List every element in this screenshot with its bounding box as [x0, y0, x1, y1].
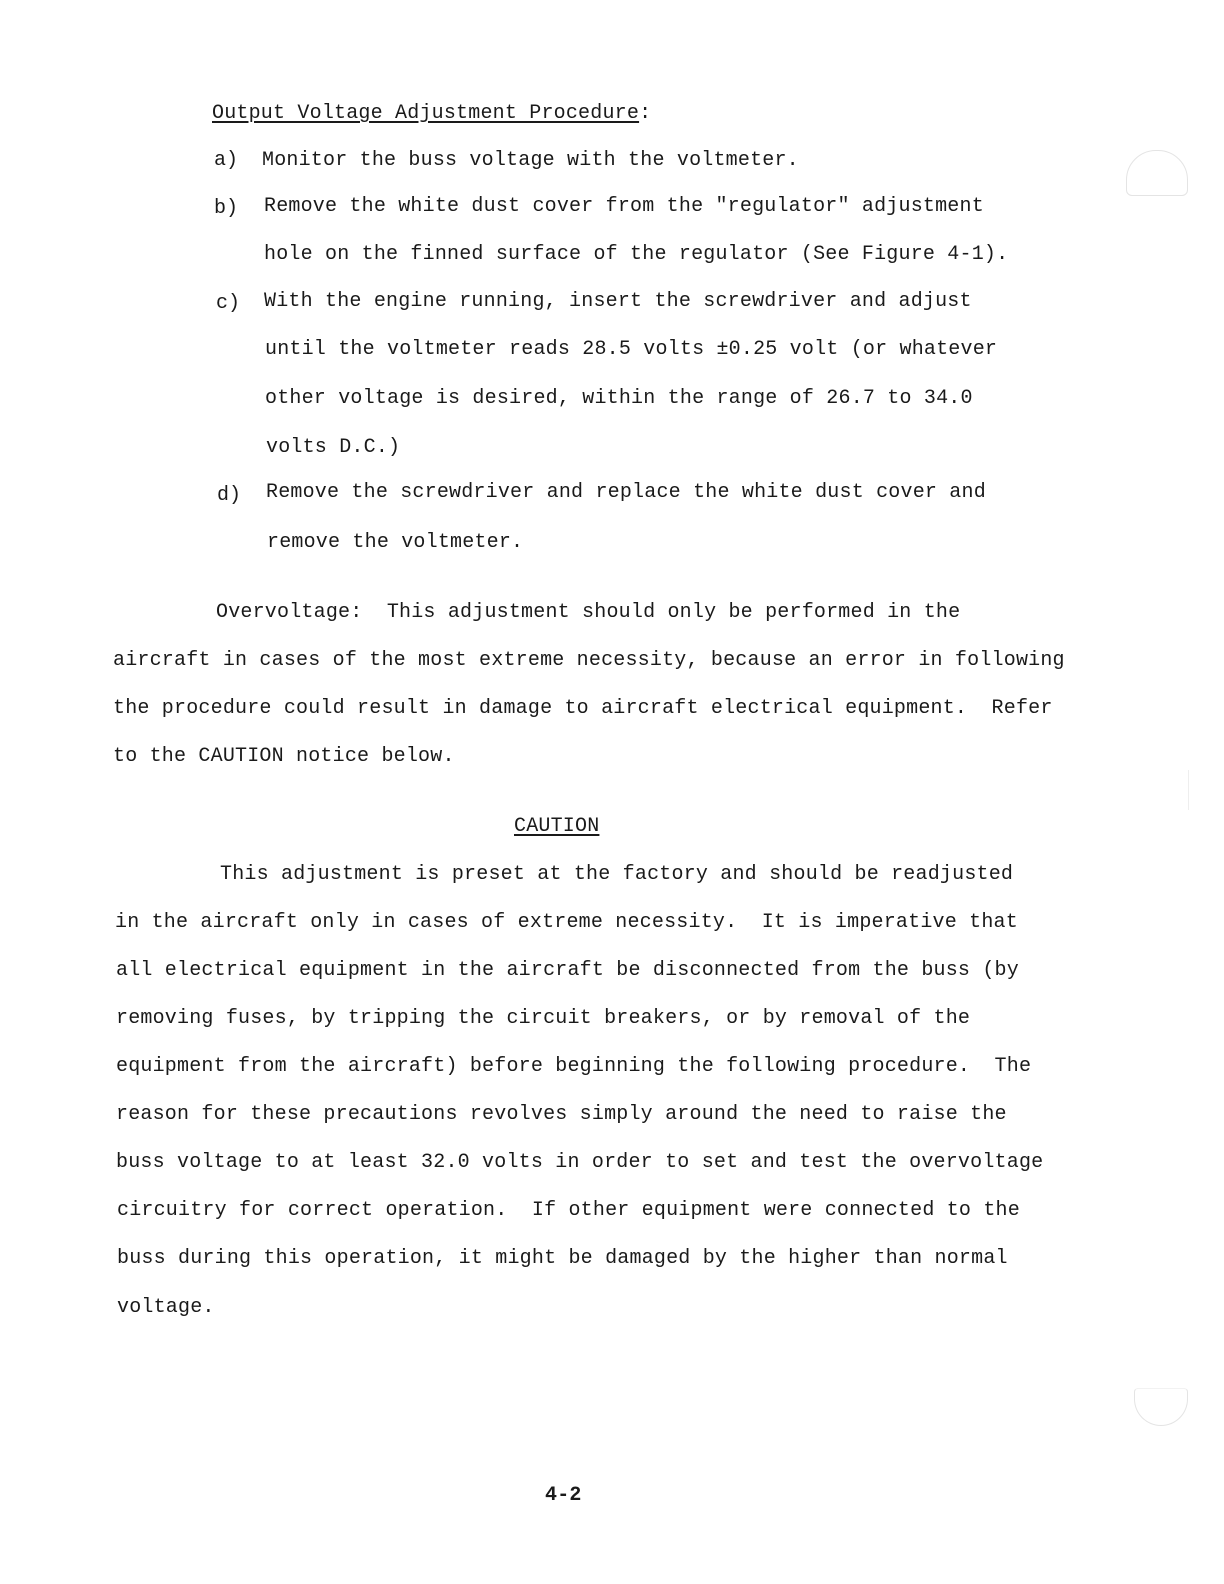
caution-paragraph-line: removing fuses, by tripping the circuit breakers, or by removal of the [116, 1007, 971, 1030]
step-line: volts D.C.) [266, 436, 401, 459]
caution-paragraph-line: voltage. [117, 1296, 215, 1319]
overvoltage-paragraph-line: aircraft in cases of the most extreme necessity, because an error in following [113, 649, 1065, 672]
page-number: 4-2 [545, 1484, 582, 1507]
caution-paragraph-line: buss during this operation, it might be damaged by the higher than normal [117, 1247, 1008, 1270]
step-line: Remove the screwdriver and replace the white dust cover and [266, 481, 986, 504]
overvoltage-paragraph-line: Overvoltage: This adjustment should only be performed in the [216, 601, 961, 624]
step-line: other voltage is desired, within the range of 26.7 to 34.0 [265, 387, 973, 410]
step-marker: c) [216, 292, 241, 315]
section-heading-text: Output Voltage Adjustment Procedure [212, 102, 640, 125]
caution-paragraph-line: This adjustment is preset at the factory and should be readjusted [220, 863, 1014, 886]
step-marker: b) [214, 197, 239, 220]
step-line: Remove the white dust cover from the "regulator" adjustment [264, 195, 984, 218]
step-line: until the voltmeter reads 28.5 volts ±0.25 volt (or whatever [265, 338, 998, 361]
step-line: hole on the finned surface of the regulator (See Figure 4-1). [264, 243, 1009, 266]
hole-punch-mark [1126, 150, 1188, 196]
step-line: Monitor the buss voltage with the voltmeter. [262, 149, 799, 172]
hole-punch-mark [1180, 770, 1189, 810]
hole-punch-mark [1134, 1388, 1188, 1426]
overvoltage-paragraph-line: to the CAUTION notice below. [113, 745, 455, 768]
step-line: With the engine running, insert the screwdriver and adjust [264, 290, 972, 313]
caution-paragraph-line: in the aircraft only in cases of extreme necessity. It is imperative that [115, 911, 1018, 934]
caution-paragraph-line: reason for these precautions revolves simply around the need to raise the [116, 1103, 1007, 1126]
step-marker: a) [214, 149, 239, 172]
step-marker: d) [217, 484, 242, 507]
step-line: remove the voltmeter. [267, 531, 524, 554]
caution-paragraph-line: equipment from the aircraft) before beginning the following procedure. The [116, 1055, 1032, 1078]
caution-paragraph-line: all electrical equipment in the aircraft be disconnected from the buss (by [116, 959, 1019, 982]
caution-title: CAUTION [514, 815, 600, 838]
section-heading-colon: : [639, 102, 652, 125]
section-heading [212, 102, 651, 126]
caution-paragraph-line: buss voltage to at least 32.0 volts in order to set and test the overvoltage [116, 1151, 1044, 1174]
caution-paragraph-line: circuitry for correct operation. If other equipment were connected to the [117, 1199, 1020, 1222]
overvoltage-paragraph-line: the procedure could result in damage to aircraft electrical equipment. Refer [113, 697, 1053, 720]
